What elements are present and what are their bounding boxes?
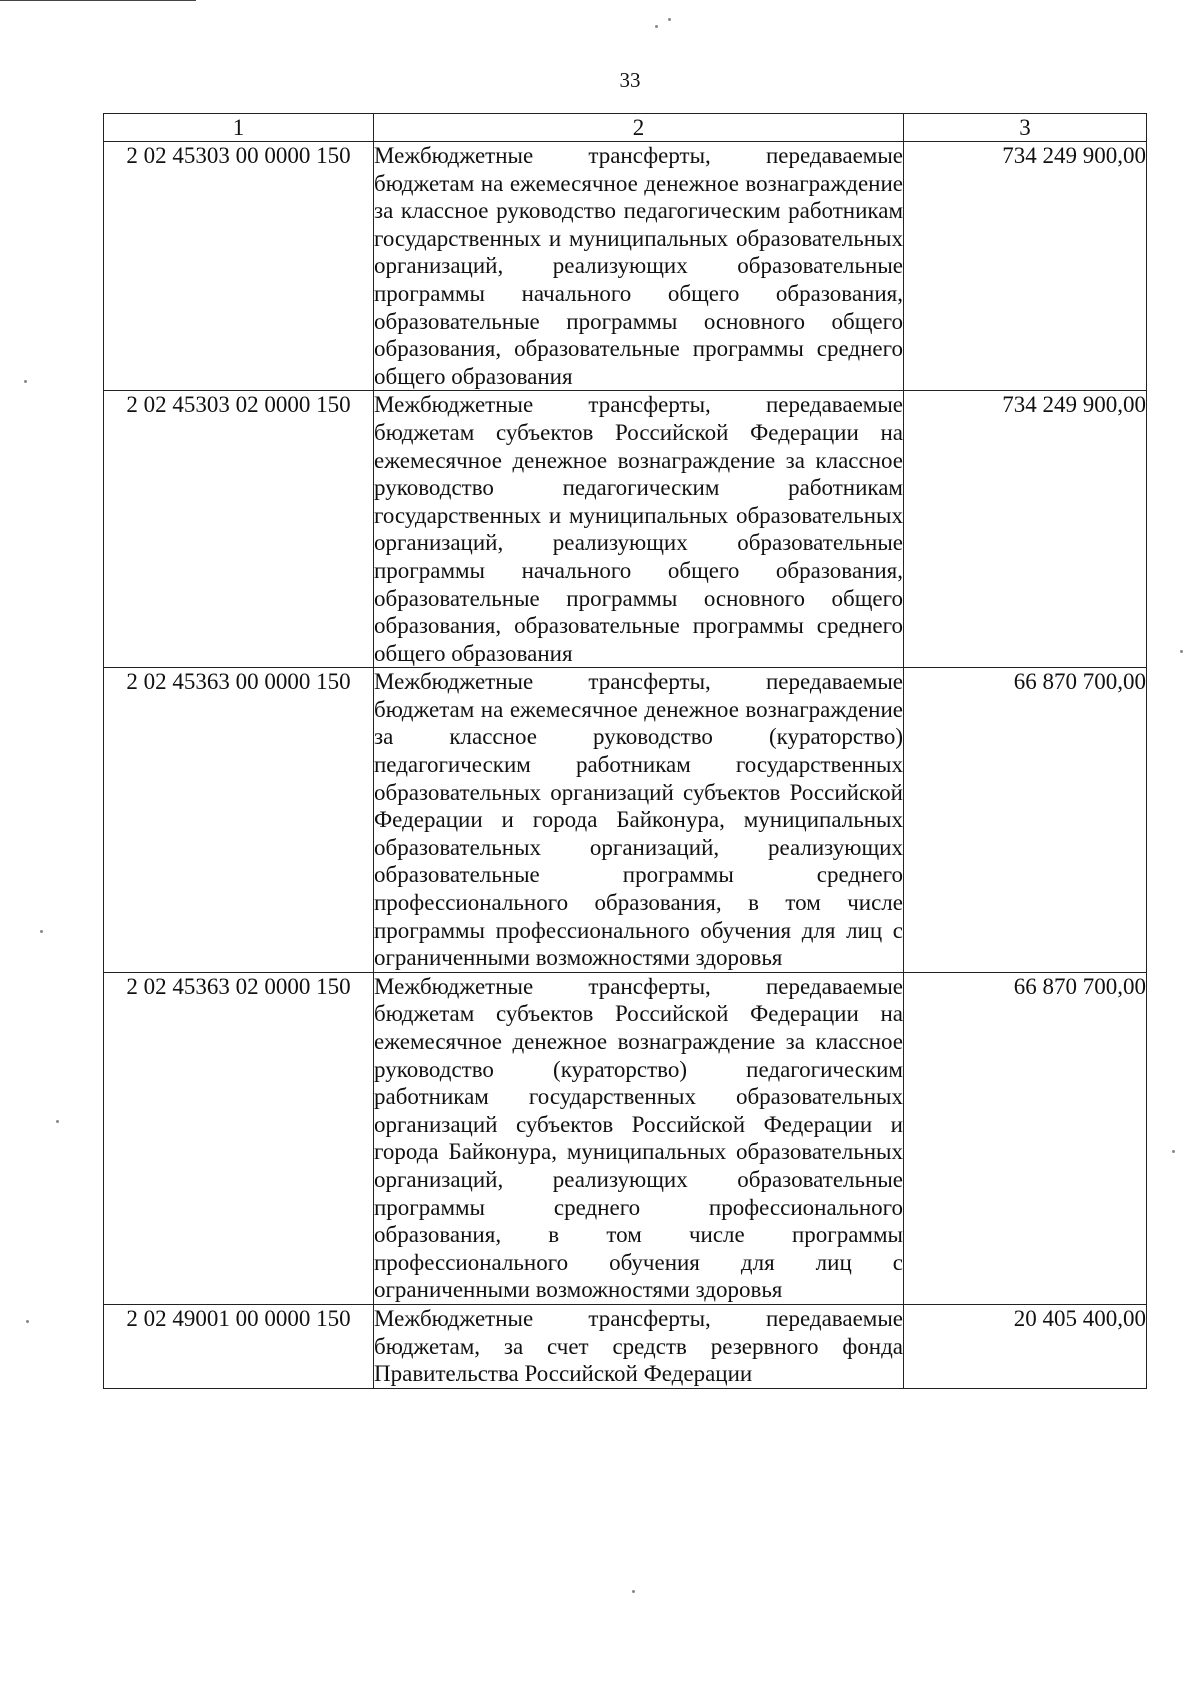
table-row [104, 668, 1147, 973]
row-amount: 20 405 400,00 [904, 1304, 1147, 1388]
column-header-1: 1 [104, 114, 374, 142]
budget-code: 2 02 49001 00 0000 150 [104, 1304, 374, 1388]
row-amount: 734 249 900,00 [904, 391, 1147, 668]
table-row [104, 972, 1147, 1304]
column-header-3: 3 [904, 114, 1147, 142]
column-header-2: 2 [374, 114, 904, 142]
budget-table [103, 113, 1147, 1389]
row-description: Межбюджетные трансферты, передаваемые бюджетам субъектов Российской Федерации на ежемесячное денежное вознаграждение за классное руководство (кураторство) педагогическим работникам государственных образовательных организаций субъектов Российской Федерации и города Байконура, муниципальных образовательных организаций, реализующих образовательные программы среднего профессионального образования, в том числе программы профессионального обучения для лиц с ограниченными возможностями здоровья [374, 972, 904, 1304]
table-row [104, 142, 1147, 391]
scan-edge-line [0, 0, 196, 1]
row-amount: 734 249 900,00 [904, 142, 1147, 391]
budget-code: 2 02 45303 00 0000 150 [104, 142, 374, 391]
row-description: Межбюджетные трансферты, передаваемые бюджетам на ежемесячное денежное вознаграждение за классное руководство педагогическим работникам государственных и муниципальных образовательных организаций, реализующих образовательные программы начального общего образования, образовательные программы основного общего образования, образовательные программы среднего общего образования [374, 142, 904, 391]
budget-code: 2 02 45303 02 0000 150 [104, 391, 374, 668]
row-description: Межбюджетные трансферты, передаваемые бюджетам субъектов Российской Федерации на ежемесячное денежное вознаграждение за классное руководство педагогическим работникам государственных и муниципальных образовательных организаций, реализующих образовательные программы начального общего образования, образовательные программы основного общего образования, образовательные программы среднего общего образования [374, 391, 904, 668]
row-description: Межбюджетные трансферты, передаваемые бюджетам на ежемесячное денежное вознаграждение за классное руководство (кураторство) педагогическим работникам государственных образовательных организаций субъектов Российской Федерации и города Байконура, муниципальных образовательных организаций, реализующих образовательные программы среднего профессионального образования, в том числе программы профессионального обучения для лиц с ограниченными возможностями здоровья [374, 668, 904, 973]
row-amount: 66 870 700,00 [904, 972, 1147, 1304]
row-description: Межбюджетные трансферты, передаваемые бюджетам, за счет средств резервного фонда Правительства Российской Федерации [374, 1304, 904, 1388]
budget-code: 2 02 45363 00 0000 150 [104, 668, 374, 973]
table-row [104, 1304, 1147, 1388]
row-amount: 66 870 700,00 [904, 668, 1147, 973]
header-row [104, 114, 1147, 142]
page-number: 33 [619, 68, 641, 92]
budget-code: 2 02 45363 02 0000 150 [104, 972, 374, 1304]
table-row [104, 391, 1147, 668]
